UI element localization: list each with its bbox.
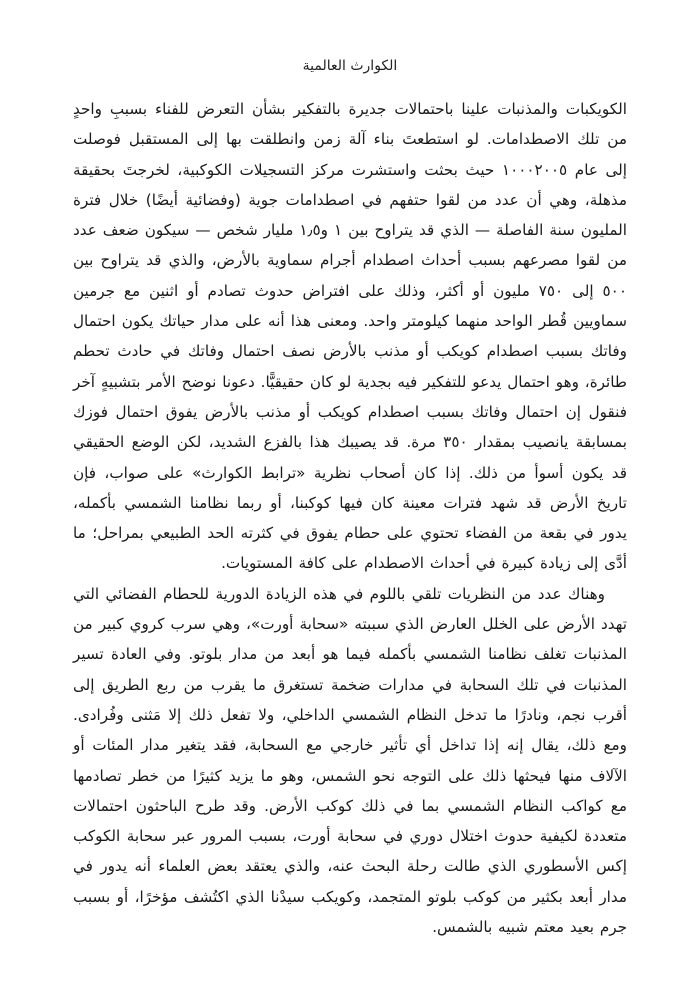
paragraph: وهناك عدد من النظريات تلقي باللوم في هذه الزيادة الدورية للحطام الفضائي التي تهدد الأرض على الخلل العارض الذي سببته «سحابة أورت»، وهي سرب كروي كبير من المذنبات تغلف نظامنا الشمسي بأكمله فيما هو أبعد من مدار بلوتو. وفي العادة تسير المذنبات في تلك السحابة في مدارات ضخمة تستغرق ما يقرب من ربع الطريق إلى أقرب نجم، ونادرًا ما تدخل النظام الشمسي الداخلي، ولا تفعل ذلك إلا مَثنى وفُرادى. ومع ذلك، يقال إنه إذا تداخل أي تأثير خارجي مع السحابة، فقد يتغير مدار المئات أو الآلاف منها فيحثها ذلك على التوجه نحو الشمس، وهو ما يزيد كثيرًا من خطر تصادمها مع كواكب النظام الشمسي بما في ذلك كوكب الأرض. وقد طرح الباحثون احتمالات متعددة لكيفية حدوث اختلال دوري في سحابة أورت، بسبب المرور عبر سحابة الكوكب إكس الأسطوري الذي طالت رحلة البحث عنه، والذي يعتقد بعض العلماء أنه يدور في مدار أبعد بكثير من كوكب بلوتو المتجمد، وكويكب سيدْنا الذي اكتُشف مؤخرًا، أو بسبب جرم بعيد معتم شبيه بالشمس. — [73, 584, 627, 937]
paragraph: الكويكبات والمذنبات علينا باحتمالات جديرة بالتفكير بشأن التعرض للفناء بسببِ واحدٍ من تلك الاصطدامات. لو استطعتَ بناء آلة زمن وانطلقت بها إلى المستقبل فوصلت إلى عام ١٠٠٠٢٠٠٥ حيث بحثت واستشرت مركز التسجيلات الكوكبية، لخرجتَ بحقيقة مذهلة، وهي أن عدد من لقوا حتفهم في اصطدامات جوية (وفضائية أيضًا) خلال فترة المليون سنة الفاصلة — الذي قد يتراوح بين ١ و١٫٥ مليار شخص — سيكون ضعف عدد من لقوا مصرعهم بسبب أحداث اصطدام أجرام سماوية بالأرض، والذي قد يتراوح بين ٥٠٠ إلى ٧٥٠ مليون أو أكثر، وذلك على افتراض حدوث تصادم أو اثنين مع جرمين سماويين قُطر الواحد منهما كيلومتر واحد. ومعنى هذا أنه على مدار حياتك يكون احتمال وفاتك بسبب اصطدام كويكب أو مذنب بالأرض نصف احتمال وفاتك في حادث تحطم طائرة، وهو احتمال يدعو للتفكير فيه بجدية لو كان حقيقيًّا. دعونا نوضح الأمر بتشبيهٍ آخر فنقول إن احتمال وفاتك بسبب اصطدام كويكب أو مذنب بالأرض يفوق احتمال فوزك بمسابقة يانصيب بمقدار ٣٥٠ مرة. قد يصيبك هذا بالفزع الشديد، لكن الوضع الحقيقي قد يكون أسوأ من ذلك. إذا كان أصحاب نظرية «ترابط الكوارث» على صواب، فإن تاريخ الأرض قد شهد فترات معينة كان فيها كوكبنا، أو ربما نظامنا الشمسي بأكمله، يدور في بقعة من الفضاء تحتوي على حطام يفوق في كثرته الحد الطبيعي بمراحل؛ ما أدَّى إلى زيادة كبيرة في أحداث الاصطدام على كافة المستويات. — [73, 100, 627, 573]
body-text — [73, 94, 627, 942]
running-header: الكوارث العالمية — [302, 58, 398, 74]
